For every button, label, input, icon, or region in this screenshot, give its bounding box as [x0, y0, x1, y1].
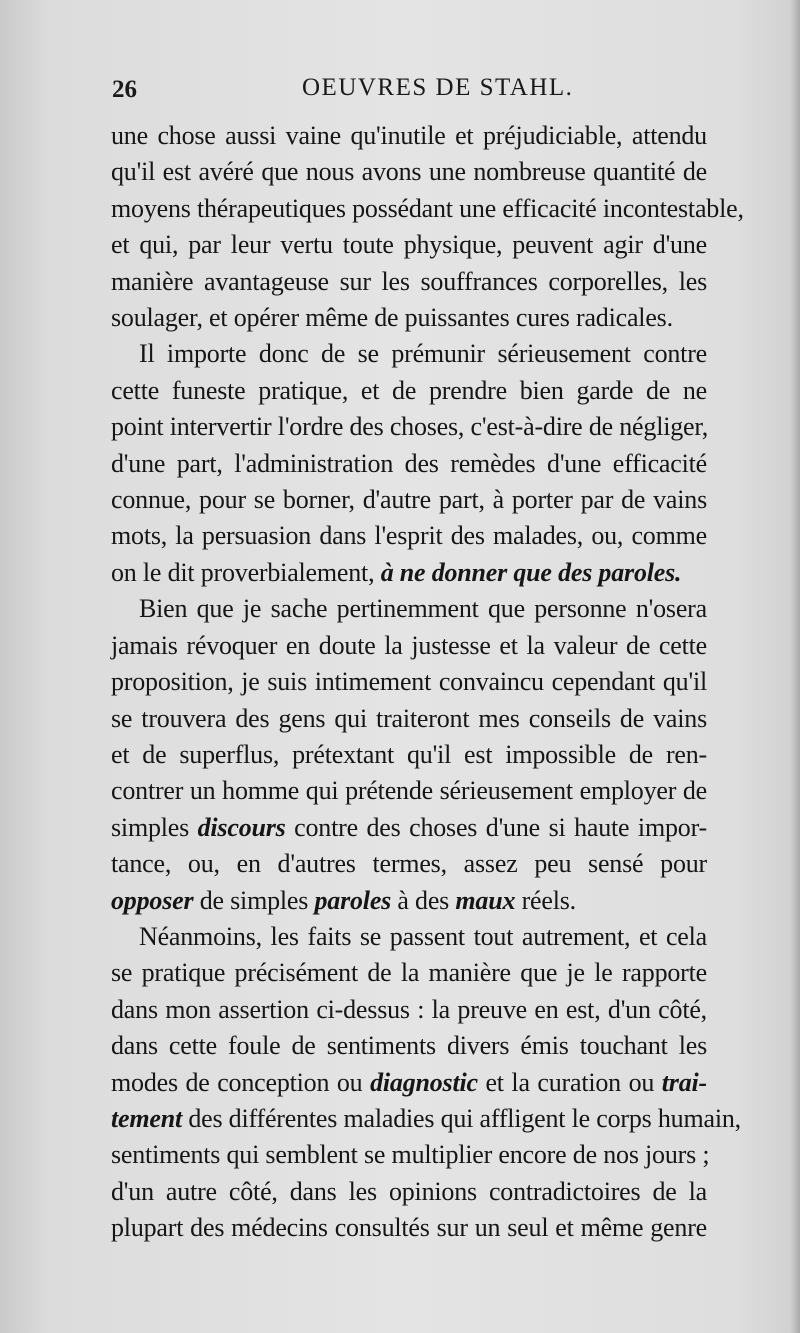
text-line [111, 883, 707, 919]
italic-word: trai- [661, 1067, 707, 1097]
text-run: simples [111, 812, 198, 842]
text-line [111, 1065, 707, 1101]
text-line: d'une part, l'administration des remèdes d'une efficacité [111, 448, 707, 478]
text-run: on le dit proverbialement, [111, 557, 381, 587]
text-line: et qui, par leur vertu toute physique, peuvent agir d'une [111, 230, 707, 260]
text-run: à des [391, 885, 456, 915]
text-line: tance, ou, en d'autres termes, assez peu sensé pour [111, 849, 707, 879]
text-line: Néanmoins, les faits se passent tout autrement, et cela [139, 921, 707, 951]
text-line: connue, pour se borner, d'autre part, à porter par de vains [111, 485, 707, 515]
italic-word: paroles [314, 885, 392, 915]
text-line: dans mon assertion ci-dessus : la preuve en est, d'un côté, [111, 994, 707, 1024]
paragraph-3 [111, 591, 707, 919]
text-run: contre des choses d'une si haute impor- [285, 812, 707, 842]
text-line: plupart des médecins consultés sur un seul et même genre [111, 1213, 707, 1243]
text-line: d'un autre côté, dans les opinions contradictoires de la [111, 1176, 707, 1206]
text-line: contrer un homme qui prétende sérieusement employer de [111, 776, 707, 806]
text-line: proposition, je suis intimement convaincu cependant qu'il [111, 667, 707, 697]
italic-phrase: à ne donner que des paroles. [380, 557, 682, 587]
text-line: jamais révoquer en doute la justesse et la valeur de cette [111, 630, 707, 660]
text-line: une chose aussi vaine qu'inutile et préjudiciable, attendu [111, 121, 707, 150]
text-line: se pratique précisément de la manière que je le rapporte [111, 958, 707, 988]
paragraph-1 [111, 118, 744, 336]
text-line [111, 810, 707, 846]
text-line: manière avantageuse sur les souffrances corporelles, les [111, 266, 707, 296]
running-title: OEUVRES DE STAHL. [302, 74, 574, 101]
text-run: modes de conception ou [111, 1067, 371, 1097]
running-head [112, 74, 708, 108]
italic-word: tement [111, 1103, 183, 1133]
text-line: cette funeste pratique, et de prendre bien garde de ne [111, 375, 707, 405]
text-run: et la curation ou [477, 1067, 662, 1097]
text-line: Bien que je sache pertinemment que personne n'osera [139, 594, 707, 624]
text-line: mots, la persuasion dans l'esprit des malades, ou, comme [111, 521, 707, 551]
text-line: sentiments qui semblent se multiplier encore de nos jours ; [111, 1140, 710, 1170]
text-run: des différentes maladies qui affligent le corps humain, [182, 1103, 741, 1133]
page-number: 26 [112, 76, 137, 103]
text-run: réels. [515, 885, 576, 915]
paragraph-4 [111, 919, 741, 1247]
italic-word: opposer [111, 885, 194, 915]
italic-word: discours [197, 812, 286, 842]
text-line [111, 555, 707, 591]
text-line: point intervertir l'ordre des choses, c'est-à-dire de négliger, [111, 412, 709, 442]
text-line: qu'il est avéré que nous avons une nombreuse quantité de [111, 157, 707, 187]
body-text [111, 118, 744, 1247]
text-line: et de superflus, prétextant qu'il est impossible de ren- [111, 739, 707, 769]
paragraph-2 [111, 336, 707, 591]
text-line [111, 1101, 741, 1137]
text-line: soulager, et opérer même de puissantes cures radicales. [111, 303, 673, 333]
text-run: de simples [193, 885, 315, 915]
italic-word: maux [455, 885, 516, 915]
text-line: Il importe donc de se prémunir sérieusement contre [139, 339, 707, 369]
italic-word: diagnostic [370, 1067, 478, 1097]
text-line: se trouvera des gens qui traiteront mes conseils de vains [111, 703, 707, 733]
text-line: moyens thérapeutiques possédant une efficacité incontestable, [111, 193, 744, 223]
text-line: dans cette foule de sentiments divers émis touchant les [111, 1031, 707, 1061]
